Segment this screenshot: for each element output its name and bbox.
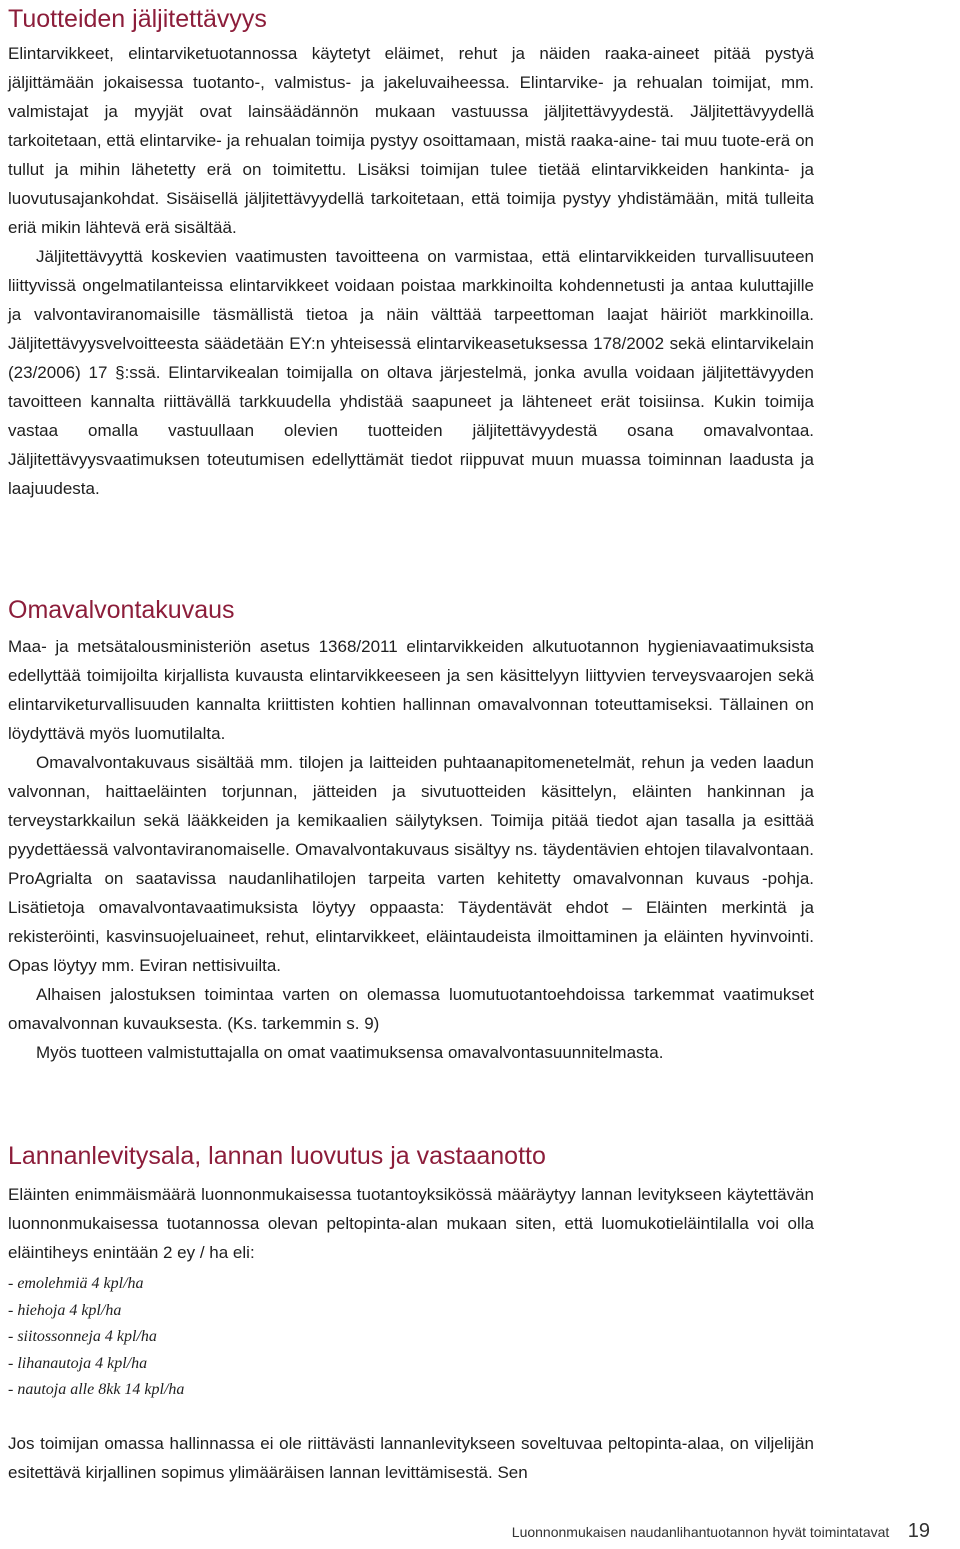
page-number: 19 xyxy=(907,1520,930,1542)
list-item: - lihanautoja 4 kpl/ha xyxy=(8,1354,148,1372)
paragraph: Myös tuotteen valmistuttajalla on omat vaatimuksensa omavalvontasuunnitelmasta. xyxy=(36,1043,664,1062)
footer-title: Luonnonmukaisen naudanlihantuotannon hyvät toimintatavat xyxy=(511,1523,890,1540)
section-body-traceability xyxy=(8,39,814,503)
paragraph: Jäljitettävyyttä koskevien vaatimusten tavoitteena on varmistaa, että elintarvikkeiden turvallisuuteen liittyvissä ongelmatilanteissa elintarvikkeet voidaan poistaa markkinoilta kohdennetusti ja antaa kuluttajille ja valvontaviranomaisille täsmällistä tietoa ja näin välttää tarpeettoman laajat häiriöt markkinoilla. Jäljitettävyysvelvoitteesta säädetään EY:n yhteisessä elintarvikeasetuksessa 178/2002 sekä elintarvikelain (23/2006) 17 §:ssä. Elintarvikealan toimijalla on oltava järjestelmä, jonka avulla voidaan jäljitettävyyden tavoitteen kannalta riittävällä tarkkuudella yhdistää saapuneet ja lähteneet erät toisiinsa. Kukin toimija vastaa omalla vastuullaan olevien tuotteiden jäljitettävyydestä osana omavalvontaa. Jäljitettävyysvaatimuksen toteutumisen edellyttämät tiedot riippuvat muun muassa toiminnan laadusta ja laajuudesta. xyxy=(8,247,814,498)
animal-density-list xyxy=(8,1271,184,1404)
paragraph: Elintarvikkeet, elintarviketuotannossa käytetyt eläimet, rehut ja näiden raaka-aineet pitää pystyä jäljittämään jokaisessa tuotanto-, valmistus- ja jakeluvaiheessa. Elintarvike- ja rehualan toimijat, mm. valmistajat ja myyjät ovat lainsäädännön mukaan vastuussa jäljitettävyydestä. Jäljitettävyydellä tarkoitetaan, että elintarvike- ja rehualan toimija pystyy osoittamaan, mistä raaka-aine- tai muu tuote-erä on tullut ja mihin lähetetty erä on toimitettu. Lisäksi toimijan tulee tietää elintarvikkeiden hankinta- ja luovutusajankohdat. Sisäisellä jäljitettävyydellä tarkoitetaan, että toimija pystyy yhdistämään, mitä tulleita eriä mikin lähtevä erä sisältää. xyxy=(8,44,814,237)
page-footer xyxy=(512,1520,930,1543)
section-title-lanta: Lannanlevitysala, lannan luovutus ja vastaanotto xyxy=(8,1142,546,1170)
section-title-traceability: Tuotteiden jäljitettävyys xyxy=(8,5,267,33)
section-body-lanta xyxy=(8,1180,814,1267)
section-title-omavalvonta: Omavalvontakuvaus xyxy=(8,596,235,624)
paragraph: Maa- ja metsätalousministeriön asetus 1368/2011 elintarvikkeiden alkutuotannon hygieniavaatimuksista edellyttää toimijoilta kirjallista kuvausta elintarvikkeeseen ja sen käsittelyyn liittyvien terveysvaarojen sekä elintarviketurvallisuuden kannalta kriittisten kohtien hallinnan omavalvonnan toteuttamiseksi. Tällainen on löydyttävä myös luomutilalta. xyxy=(8,637,814,743)
paragraph: Eläinten enimmäismäärä luonnonmukaisessa tuotantoyksikössä määräytyy lannan levitykseen käytettävän luonnonmukaisessa tuotannossa olevan peltopinta-alan mukaan siten, että luomukotieläintilalla voi olla eläintiheys enintään 2 ey / ha eli: xyxy=(8,1185,814,1262)
section-body-omavalvonta xyxy=(8,632,814,1067)
list-item: - hiehoja 4 kpl/ha xyxy=(8,1301,122,1319)
paragraph: Jos toimijan omassa hallinnassa ei ole riittävästi lannanlevitykseen soveltuvaa peltopinta-alaa, on viljelijän esitettävä kirjallinen sopimus ylimääräisen lannan levittämisestä. Sen xyxy=(8,1434,814,1482)
section-body-lanta-closing xyxy=(8,1429,814,1487)
paragraph: Alhaisen jalostuksen toimintaa varten on olemassa luomutuotantoehdoissa tarkemmat vaatimukset omavalvonnan kuvauksesta. (Ks. tarkemmin s. 9) xyxy=(8,985,814,1033)
paragraph: Omavalvontakuvaus sisältää mm. tilojen ja laitteiden puhtaanapitomenetelmät, rehun ja veden laadun valvonnan, haittaeläinten torjunnan, jätteiden ja sivutuotteiden käsittelyn, eläinten hankinnan ja terveystarkkailun sekä lääkkeiden ja kemikaalien säilytyksen. Toimija pitää tiedot ajan tasalla ja esittää pyydettäessä valvontaviranomaiselle. Omavalvontakuvaus sisältyy ns. täydentävien ehtojen tilavalvontaan. ProAgrialta on saatavissa naudanlihatilojen tarpeita varten kehitetty omavalvonnan kuvaus -pohja. Lisätietoja omavalvontavaatimuksista löytyy oppaasta: Täydentävät ehdot – Eläinten merkintä ja rekisteröinti, kasvinsuojeluaineet, rehut, elintarvikkeet, eläintaudeista ilmoittaminen ja eläinten hyvinvointi. Opas löytyy mm. Eviran nettisivuilta. xyxy=(8,753,814,975)
list-item: - siitossonneja 4 kpl/ha xyxy=(8,1328,157,1345)
list-item: - emolehmiä 4 kpl/ha xyxy=(8,1275,144,1292)
list-item: - nautoja alle 8kk 14 kpl/ha xyxy=(8,1381,185,1398)
